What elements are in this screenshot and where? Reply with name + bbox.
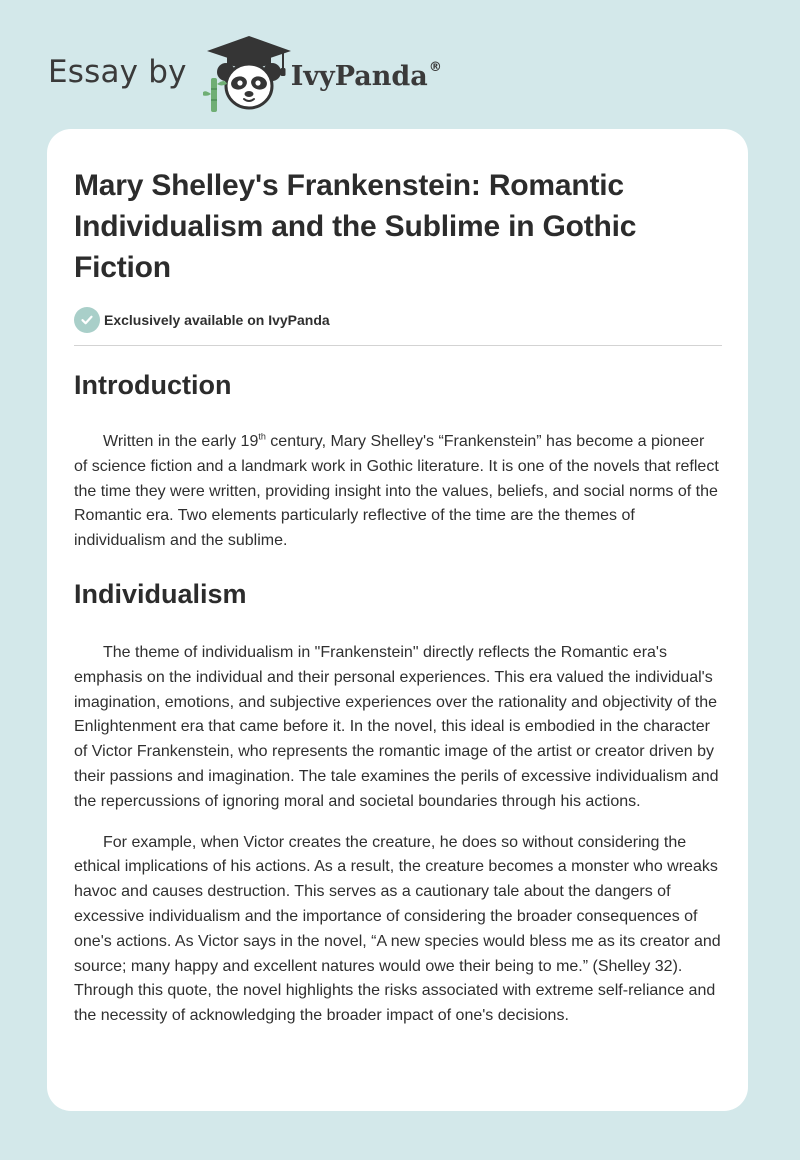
exclusive-availability bbox=[74, 306, 722, 334]
paragraph-text-start: Written in the early 19 bbox=[103, 433, 259, 450]
ordinal-suffix: th bbox=[258, 431, 266, 442]
paragraph: The theme of individualism in "Frankenstein" directly reflects the Romantic era's emphasis on the individual and their personal experiences. This era valued the individual's imagination, emotions, and subjective experiences over the rationality and objectivity of the Enlightenment era that came before it. In the novel, this ideal is embodied in the character of Victor Frankenstein, who represents the romantic image of the artist or creator driven by their passions and imagination. The tale examines the perils of excessive individualism and the repercussions of ignoring moral and societal boundaries through his actions. bbox=[74, 643, 719, 810]
essay-title: Mary Shelley's Frankenstein: Romantic Individualism and the Sublime in Gothic Fiction bbox=[74, 169, 637, 284]
ivypanda-wordmark[interactable] bbox=[291, 61, 442, 92]
site-header bbox=[48, 34, 442, 114]
paragraph bbox=[74, 430, 722, 554]
section-introduction bbox=[74, 368, 722, 554]
section-heading: Individualism bbox=[74, 578, 247, 609]
paragraph-text-rest: century, Mary Shelley's “Frankenstein” has become a pioneer of science fiction and a landmark work in Gothic literature. It is one of the novels that reflect the time they were written, providing insight into the values, beliefs, and social norms of the Romantic era. Two elements particularly reflective of the time are the themes of individualism and the sublime. bbox=[74, 433, 719, 550]
exclusive-label: Exclusively available on IvyPanda bbox=[104, 312, 330, 328]
title-divider bbox=[74, 345, 722, 346]
check-circle-icon bbox=[74, 307, 100, 333]
panda-mascot-icon[interactable] bbox=[203, 34, 295, 114]
brand-name-text: IvyPanda bbox=[290, 60, 428, 92]
section-heading: Introduction bbox=[74, 370, 232, 400]
paragraph: For example, when Victor creates the creature, he does so without considering the ethical implications of his actions. As a result, the creature becomes a monster who wreaks havoc and causes destruction. This serves as a cautionary tale about the dangers of excessive individualism and the importance of considering the broader consequences of one's actions. As Victor says in the novel, “A new species would bless me as its creator and source; many happy and excellent natures would owe their being to me.” (Shelley 32). Through this quote, the novel highlights the risks associated with extreme self-reliance and the necessity of acknowledging the broader impact of one's decisions. bbox=[74, 833, 721, 1025]
section-individualism bbox=[74, 577, 722, 1029]
essay-card bbox=[47, 129, 748, 1111]
registered-mark: ® bbox=[428, 59, 442, 75]
essay-by-label: Essay by bbox=[48, 54, 187, 90]
